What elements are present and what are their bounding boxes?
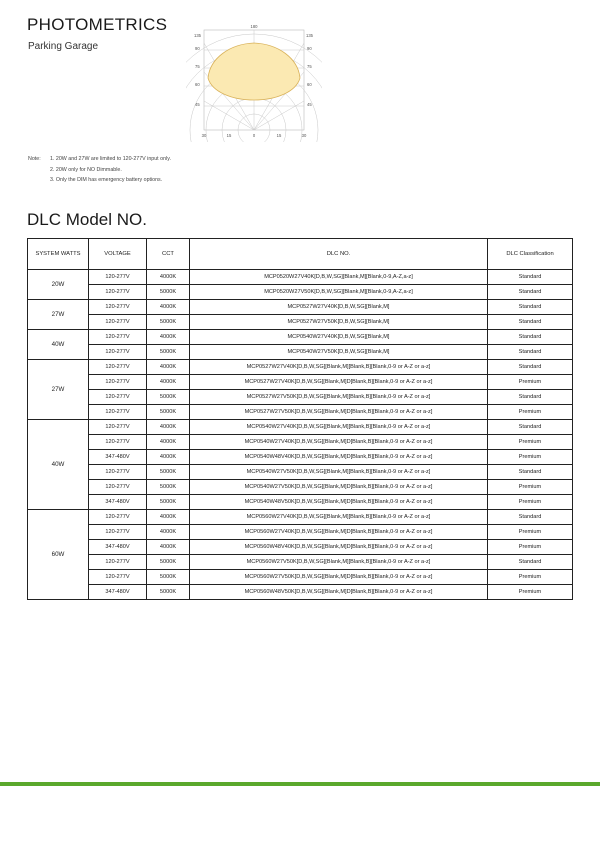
dlc-table-body <box>28 270 573 600</box>
polar-label-left: 135 <box>194 33 201 38</box>
cell-classification: Standard <box>488 330 573 345</box>
cell-cct: 4000K <box>147 540 190 555</box>
polar-label-right: 45 <box>307 102 312 107</box>
table-row <box>28 345 573 360</box>
cell-cct: 4000K <box>147 420 190 435</box>
cell-classification: Premium <box>488 450 573 465</box>
cell-voltage: 347-480V <box>89 585 147 600</box>
notes <box>28 154 171 186</box>
cell-cct: 5000K <box>147 405 190 420</box>
cell-voltage: 347-480V <box>89 540 147 555</box>
cell-system-watts: 40W <box>28 420 89 510</box>
cell-dlc-no: MCP0540W27V50K[D,B,W,SG][Blank,M] <box>190 345 488 360</box>
cell-voltage: 120-277V <box>89 510 147 525</box>
cell-voltage: 347-480V <box>89 495 147 510</box>
cell-cct: 4000K <box>147 360 190 375</box>
cell-voltage: 347-480V <box>89 450 147 465</box>
cell-cct: 4000K <box>147 450 190 465</box>
note-item: 3. Only the DIM has emergency battery options. <box>50 177 163 183</box>
cell-cct: 5000K <box>147 480 190 495</box>
polar-label-top: 180 <box>250 24 258 29</box>
cell-dlc-no: MCP0527W27V50K[D,B,W,SG][Blank,M]D[Blank,B][Blank,0-9 or A-Z or a-z] <box>190 405 488 420</box>
notes-label: Note: <box>28 156 41 162</box>
cell-voltage: 120-277V <box>89 525 147 540</box>
cell-dlc-no: MCP0560W48V50K[D,B,W,SG][Blank,M]D[Blank,B][Blank,0-9 or A-Z or a-z] <box>190 585 488 600</box>
cell-classification: Standard <box>488 270 573 285</box>
header-cct: CCT <box>147 239 190 270</box>
cell-dlc-no: MCP0560W27V40K[D,B,W,SG][Blank,M][Blank,B][Blank,0-9 or A-Z or a-z] <box>190 510 488 525</box>
cell-cct: 4000K <box>147 525 190 540</box>
table-row <box>28 525 573 540</box>
cell-cct: 4000K <box>147 375 190 390</box>
cell-cct: 4000K <box>147 435 190 450</box>
photometrics-subtitle: Parking Garage <box>28 41 99 52</box>
table-row <box>28 540 573 555</box>
header-voltage: VOLTAGE <box>89 239 147 270</box>
table-row <box>28 480 573 495</box>
polar-candela-diagram <box>186 20 322 142</box>
cell-dlc-no: MCP0540W48V50K[D,B,W,SG][Blank,M]D[Blank,B][Blank,0-9 or A-Z or a-z] <box>190 495 488 510</box>
table-row <box>28 570 573 585</box>
cell-cct: 5000K <box>147 585 190 600</box>
cell-voltage: 120-277V <box>89 465 147 480</box>
cell-dlc-no: MCP0527W27V40K[D,B,W,SG][Blank,M][Blank,B][Blank,0-9 or A-Z or a-z] <box>190 360 488 375</box>
cell-voltage: 120-277V <box>89 270 147 285</box>
cell-cct: 4000K <box>147 510 190 525</box>
cell-classification: Standard <box>488 420 573 435</box>
table-row <box>28 555 573 570</box>
cell-classification: Standard <box>488 510 573 525</box>
cell-classification: Standard <box>488 315 573 330</box>
cell-voltage: 120-277V <box>89 555 147 570</box>
cell-dlc-no: MCP0527W27V50K[D,B,W,SG][Blank,M][Blank,B][Blank,0-9 or A-Z or a-z] <box>190 390 488 405</box>
cell-voltage: 120-277V <box>89 570 147 585</box>
table-row <box>28 375 573 390</box>
cell-cct: 4000K <box>147 330 190 345</box>
cell-voltage: 120-277V <box>89 405 147 420</box>
polar-label-left: 90 <box>195 46 200 51</box>
polar-label-left: 75 <box>195 64 200 69</box>
table-row <box>28 435 573 450</box>
dlc-section-title: DLC Model NO. <box>27 210 147 229</box>
polar-label-bottom: 15 <box>226 133 232 138</box>
cell-voltage: 120-277V <box>89 285 147 300</box>
cell-dlc-no: MCP0540W27V40K[D,B,W,SG][Blank,M][Blank,B][Blank,0-9 or A-Z or a-z] <box>190 420 488 435</box>
cell-dlc-no: MCP0527W27V40K[D,B,W,SG][Blank,M] <box>190 300 488 315</box>
header-dlc-classification: DLC Classification <box>488 239 573 270</box>
table-row <box>28 495 573 510</box>
cell-cct: 5000K <box>147 315 190 330</box>
polar-label-right: 75 <box>307 64 312 69</box>
cell-classification: Premium <box>488 375 573 390</box>
cell-cct: 4000K <box>147 300 190 315</box>
cell-cct: 5000K <box>147 555 190 570</box>
polar-label-left: 45 <box>195 102 200 107</box>
table-row <box>28 585 573 600</box>
cell-classification: Standard <box>488 360 573 375</box>
cell-system-watts: 20W <box>28 270 89 300</box>
cell-classification: Standard <box>488 345 573 360</box>
polar-label-right: 60 <box>307 82 312 87</box>
cell-classification: Premium <box>488 570 573 585</box>
cell-classification: Standard <box>488 285 573 300</box>
dlc-model-table <box>27 238 573 600</box>
cell-dlc-no: MCP0520W27V40K[D,B,W,SG][Blank,M][Blank,0-9,A-Z,a-z] <box>190 270 488 285</box>
cell-dlc-no: MCP0527W27V50K[D,B,W,SG][Blank,M] <box>190 315 488 330</box>
cell-voltage: 120-277V <box>89 390 147 405</box>
cell-classification: Premium <box>488 540 573 555</box>
cell-cct: 5000K <box>147 390 190 405</box>
table-row <box>28 270 573 285</box>
cell-dlc-no: MCP0560W27V50K[D,B,W,SG][Blank,M]D[Blank,B][Blank,0-9 or A-Z or a-z] <box>190 570 488 585</box>
cell-system-watts: 60W <box>28 510 89 600</box>
cell-dlc-no: MCP0527W27V40K[D,B,W,SG][Blank,M]D[Blank,B][Blank,0-9 or A-Z or a-z] <box>190 375 488 390</box>
cell-voltage: 120-277V <box>89 375 147 390</box>
cell-dlc-no: MCP0540W27V40K[D,B,W,SG][Blank,M]D[Blank,B][Blank,0-9 or A-Z or a-z] <box>190 435 488 450</box>
table-row <box>28 465 573 480</box>
note-item: 2. 20W only for NO Dimmable. <box>50 166 122 173</box>
polar-label-bottom: 0 <box>252 133 256 138</box>
table-row <box>28 360 573 375</box>
cell-cct: 5000K <box>147 495 190 510</box>
cell-classification: Premium <box>488 525 573 540</box>
polar-label-right: 135 <box>306 33 313 38</box>
table-row <box>28 285 573 300</box>
cell-dlc-no: MCP0560W27V40K[D,B,W,SG][Blank,M]D[Blank,B][Blank,0-9 or A-Z or a-z] <box>190 525 488 540</box>
polar-label-bottom: 30 <box>301 133 307 138</box>
cell-voltage: 120-277V <box>89 300 147 315</box>
table-row <box>28 390 573 405</box>
cell-classification: Standard <box>488 465 573 480</box>
cell-voltage: 120-277V <box>89 360 147 375</box>
cell-dlc-no: MCP0540W27V40K[D,B,W,SG][Blank,M] <box>190 330 488 345</box>
note-item: 1. 20W and 27W are limited to 120-277V input only. <box>50 156 171 162</box>
cell-dlc-no: MCP0560W27V50K[D,B,W,SG][Blank,M][Blank,B][Blank,0-9 or A-Z or a-z] <box>190 555 488 570</box>
cell-voltage: 120-277V <box>89 420 147 435</box>
polar-label-bottom: 15 <box>276 133 282 138</box>
cell-system-watts: 27W <box>28 300 89 330</box>
table-row <box>28 330 573 345</box>
cell-classification: Premium <box>488 585 573 600</box>
cell-classification: Premium <box>488 495 573 510</box>
table-row <box>28 420 573 435</box>
table-row <box>28 510 573 525</box>
header-dlc-no: DLC NO. <box>190 239 488 270</box>
table-row <box>28 315 573 330</box>
cell-classification: Premium <box>488 480 573 495</box>
cell-classification: Premium <box>488 405 573 420</box>
cell-system-watts: 27W <box>28 360 89 420</box>
photometrics-title: PHOTOMETRICS <box>27 15 168 34</box>
cell-system-watts: 40W <box>28 330 89 360</box>
cell-cct: 5000K <box>147 345 190 360</box>
cell-dlc-no: MCP0560W48V40K[D,B,W,SG][Blank,M]D[Blank,B][Blank,0-9 or A-Z or a-z] <box>190 540 488 555</box>
cell-cct: 5000K <box>147 285 190 300</box>
cell-cct: 4000K <box>147 270 190 285</box>
cell-cct: 5000K <box>147 570 190 585</box>
cell-dlc-no: MCP0520W27V50K[D,B,W,SG][Blank,M][Blank,0-9,A-Z,a-z] <box>190 285 488 300</box>
table-header-row <box>28 239 573 270</box>
polar-label-bottom: 30 <box>201 133 207 138</box>
cell-voltage: 120-277V <box>89 330 147 345</box>
cell-dlc-no: MCP0540W27V50K[D,B,W,SG][Blank,M]D[Blank,B][Blank,0-9 or A-Z or a-z] <box>190 480 488 495</box>
table-row <box>28 405 573 420</box>
cell-dlc-no: MCP0540W27V50K[D,B,W,SG][Blank,M][Blank,B][Blank,0-9 or A-Z or a-z] <box>190 465 488 480</box>
cell-voltage: 120-277V <box>89 345 147 360</box>
cell-cct: 5000K <box>147 465 190 480</box>
cell-classification: Standard <box>488 300 573 315</box>
cell-voltage: 120-277V <box>89 480 147 495</box>
cell-classification: Standard <box>488 555 573 570</box>
cell-voltage: 120-277V <box>89 315 147 330</box>
header-system-watts: SYSTEM WATTS <box>28 239 89 270</box>
cell-classification: Premium <box>488 435 573 450</box>
footer-accent-bar <box>0 782 600 786</box>
table-row <box>28 450 573 465</box>
table-row <box>28 300 573 315</box>
cell-voltage: 120-277V <box>89 435 147 450</box>
polar-label-right: 90 <box>307 46 312 51</box>
cell-classification: Standard <box>488 390 573 405</box>
cell-dlc-no: MCP0540W48V40K[D,B,W,SG][Blank,M]D[Blank,B][Blank,0-9 or A-Z or a-z] <box>190 450 488 465</box>
polar-label-left: 60 <box>195 82 200 87</box>
